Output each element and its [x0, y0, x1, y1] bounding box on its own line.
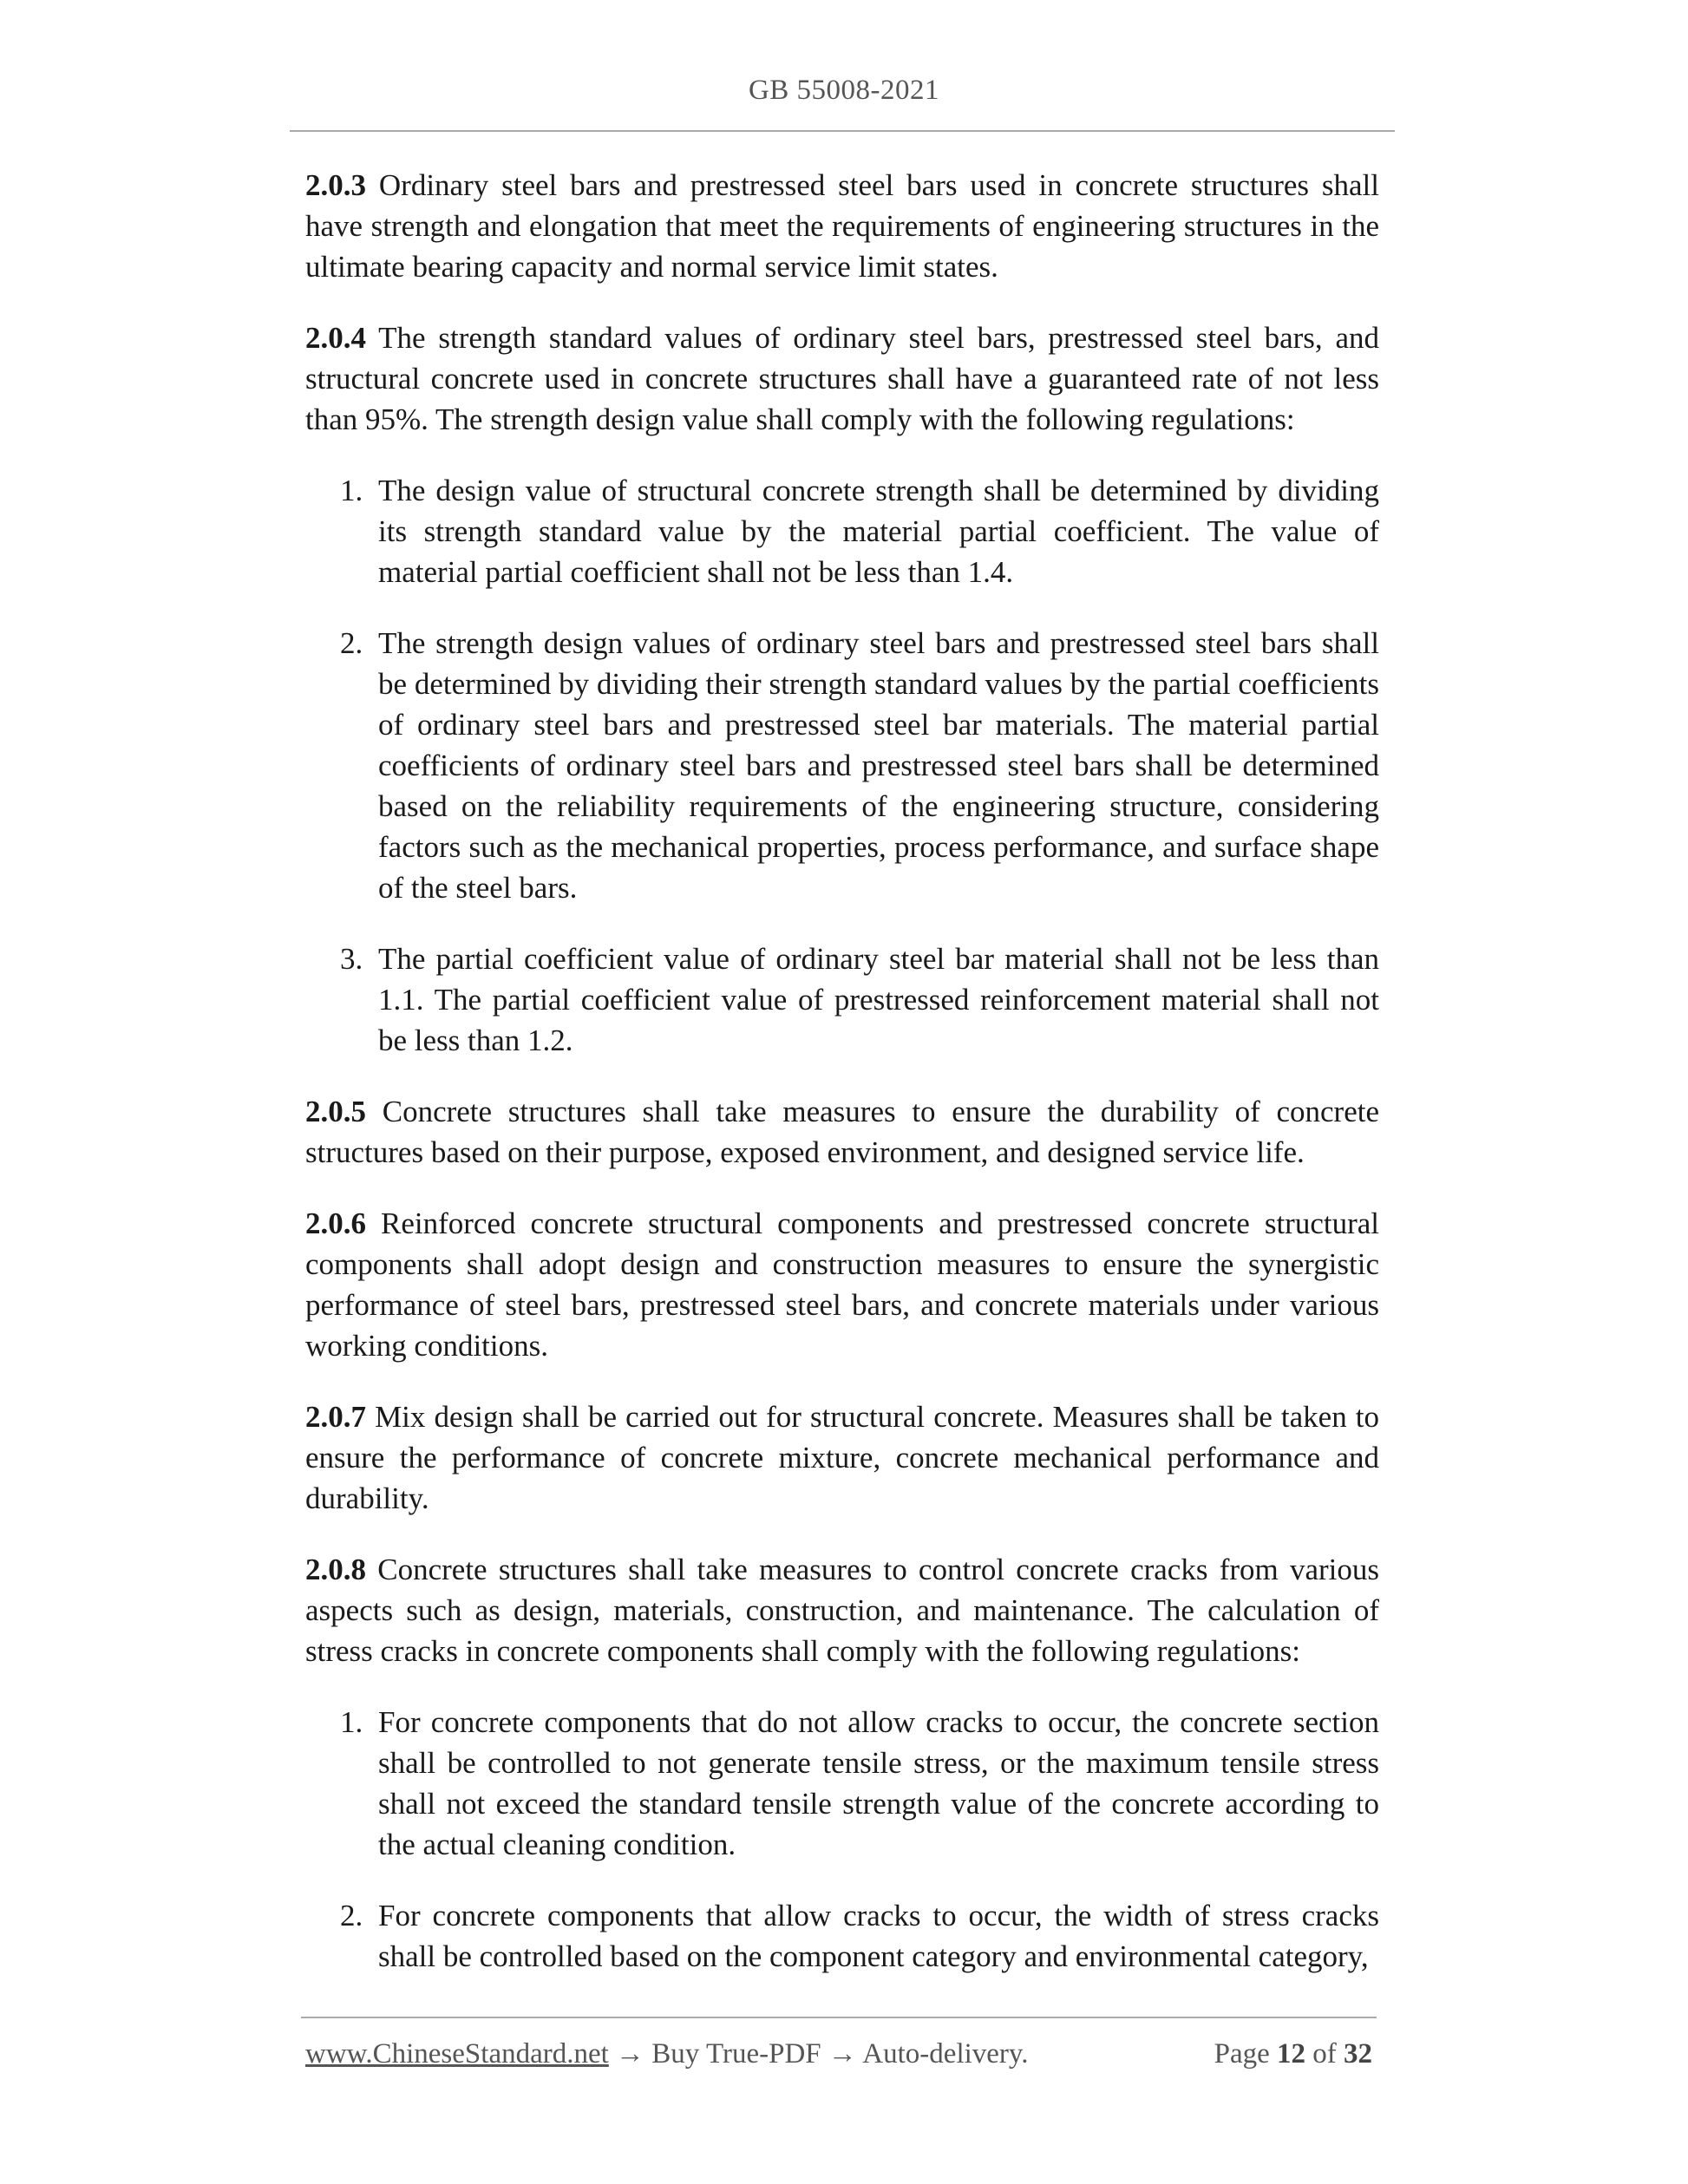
list-item	[305, 470, 1379, 592]
list-item-text: The strength design values of ordinary steel bars and prestressed steel bars shall be determined by dividing their strength standard values by the partial coefficients of ordinary steel bars and prestressed steel bar materials. The material partial coefficients of ordinary steel bars and prestressed steel bars shall be determined based on the reliability requirements of the engineering structure, considering factors such as the mechanical properties, process performance, and surface shape of the steel bars.	[378, 626, 1379, 905]
clause-text: Concrete structures shall take measures to ensure the durability of concrete structures based on their purpose, exposed environment, and designed service life.	[305, 1095, 1379, 1169]
clause-2-0-6	[305, 1203, 1379, 1366]
clause-number: 2.0.8	[305, 1553, 366, 1586]
clause-number: 2.0.6	[305, 1206, 366, 1240]
list-item-text: The design value of structural concrete strength shall be determined by dividing its strength standard value by the material partial coefficient. The value of material partial coefficient shall not be less than 1.4.	[378, 474, 1379, 589]
list-item-number: 2.	[340, 1899, 363, 1932]
list-item	[305, 938, 1379, 1061]
clause-number: 2.0.7	[305, 1400, 366, 1434]
list-item-number: 3.	[340, 942, 363, 976]
clause-text: Ordinary steel bars and prestressed steel bars used in concrete structures shall have strength and elongation that meet the requirements of engineering structures in the ultimate bearing capacity and normal service limit states.	[305, 168, 1379, 284]
clause-2-0-4	[305, 317, 1379, 440]
list-item-text: The partial coefficient value of ordinary steel bar material shall not be less than 1.1. The partial coefficient value of prestressed reinforcement material shall not be less than 1.2.	[378, 942, 1379, 1057]
clause-2-0-8-list	[305, 1702, 1379, 1977]
clause-2-0-3	[305, 165, 1379, 287]
page-label: Page	[1214, 2038, 1270, 2070]
clause-2-0-4-list	[305, 470, 1379, 1061]
header-divider	[290, 130, 1395, 132]
list-item-number: 1.	[340, 474, 363, 507]
footer-divider	[301, 2017, 1377, 2018]
page-indicator	[1214, 2038, 1372, 2070]
footer-tagline: → Buy True-PDF → Auto-delivery.	[608, 2038, 1029, 2070]
document-header-title: GB 55008-2021	[748, 75, 940, 106]
list-item	[305, 1702, 1379, 1865]
clause-2-0-7	[305, 1396, 1379, 1519]
clause-text: Reinforced concrete structural components and prestressed concrete structural components shall adopt design and construction measures to ensure the synergistic performance of steel bars, prestressed steel bars, and concrete materials under various working conditions.	[305, 1206, 1379, 1363]
current-page-number: 12	[1277, 2038, 1305, 2070]
total-pages-number: 32	[1344, 2038, 1372, 2070]
clause-number: 2.0.3	[305, 168, 366, 202]
list-item-text: For concrete components that do not allow cracks to occur, the concrete section shall be controlled to not generate tensile stress, or the maximum tensile stress shall not exceed the standard tensile strength value of the concrete according to the actual cleaning condition.	[378, 1705, 1379, 1861]
list-item-text: For concrete components that allow cracks to occur, the width of stress cracks shall be controlled based on the component category and environmental category,	[378, 1899, 1379, 1973]
list-item-number: 2.	[340, 626, 363, 660]
website-link[interactable]: www.ChineseStandard.net	[305, 2038, 609, 2070]
footer-left	[305, 2038, 1029, 2070]
clause-number: 2.0.4	[305, 321, 366, 355]
list-item-number: 1.	[340, 1705, 363, 1739]
clause-2-0-8	[305, 1549, 1379, 1671]
clause-number: 2.0.5	[305, 1095, 366, 1128]
list-item	[305, 1895, 1379, 1977]
page-footer	[305, 2038, 1372, 2082]
document-body	[305, 165, 1379, 2007]
clause-text: The strength standard values of ordinary steel bars, prestressed steel bars, and structural concrete used in concrete structures shall have a guaranteed rate of not less than 95%. The strength design value shall comply with the following regulations:	[305, 321, 1379, 436]
list-item	[305, 623, 1379, 908]
clause-2-0-5	[305, 1091, 1379, 1173]
clause-text: Mix design shall be carried out for structural concrete. Measures shall be taken to ensure the performance of concrete mixture, concrete mechanical performance and durability.	[305, 1400, 1379, 1515]
clause-text: Concrete structures shall take measures to control concrete cracks from various aspects such as design, materials, construction, and maintenance. The calculation of stress cracks in concrete components shall comply with the following regulations:	[305, 1553, 1379, 1668]
of-label: of	[1312, 2038, 1337, 2070]
